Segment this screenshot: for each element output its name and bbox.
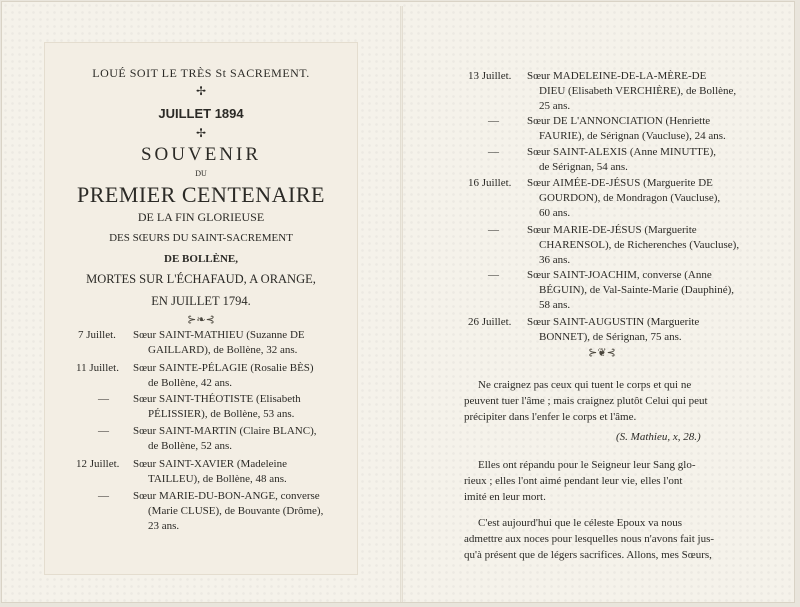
entry-date: 12 Juillet. <box>76 458 120 470</box>
en-juillet-line: EN JUILLET 1794. <box>151 294 251 308</box>
entry-line: Sœur DE L'ANNONCIATION (Henriette <box>527 115 711 127</box>
entry-line: DIEU (Elisabeth VERCHIÈRE), de Bollène, <box>539 85 737 97</box>
center-fold <box>400 6 403 602</box>
memorial-card <box>2 2 794 602</box>
entry-date: — <box>98 490 109 502</box>
entry-line: BÉGUIN), de Val-Sainte-Marie (Dauphiné), <box>539 284 734 296</box>
entry-date: 26 Juillet. <box>468 316 512 328</box>
entry-line: de Sérignan, 54 ans. <box>539 161 628 173</box>
citation: (S. Mathieu, x, 28.) <box>616 431 701 443</box>
entry-line: Sœur SAINTE-PÉLAGIE (Rosalie BÈS) <box>133 362 314 374</box>
paragraph-line: peuvent tuer l'âme ; mais craignez plutôt Celui qui peut <box>464 395 708 407</box>
entry-date: 13 Juillet. <box>468 70 512 82</box>
entry-date: — <box>98 393 109 405</box>
entry-date: — <box>98 425 109 437</box>
entry-line: Sœur MADELEINE-DE-LA-MÈRE-DE <box>527 70 707 82</box>
entry-line: 36 ans. <box>539 254 571 266</box>
entry-line: Sœur AIMÉE-DE-JÉSUS (Marguerite DE <box>527 177 713 189</box>
entry-line: 25 ans. <box>539 100 571 112</box>
paragraph-line: précipiter dans l'enfer le corps et l'âme. <box>464 411 637 423</box>
entry-line: Sœur MARIE-DE-JÉSUS (Marguerite <box>527 224 697 236</box>
centenaire-heading: PREMIER CENTENAIRE <box>77 182 325 207</box>
entry-line: Sœur SAINT-THÉOTISTE (Elisabeth <box>133 393 301 405</box>
entry-line: GOURDON), de Mondragon (Vaucluse), <box>539 192 721 204</box>
entry-line: Sœur SAINT-AUGUSTIN (Marguerite <box>527 316 700 328</box>
fin-glorieuse: DE LA FIN GLORIEUSE <box>137 210 265 224</box>
date-line: JUILLET 1894 <box>158 106 244 121</box>
fleuron-ornament: ⊱❧⊰ <box>187 314 215 326</box>
entry-line: Sœur SAINT-MARTIN (Claire BLANC), <box>133 425 317 437</box>
paragraph-line: imité en leur mort. <box>464 491 546 503</box>
fleuron-ornament: ⊱❦⊰ <box>588 347 616 359</box>
entry-line: FAURIE), de Sérignan (Vaucluse), 24 ans. <box>539 130 726 142</box>
soeurs-line: DES SŒURS DU SAINT-SACREMENT <box>109 232 293 244</box>
entry-line: 58 ans. <box>539 299 571 311</box>
header-line: LOUÉ SOIT LE TRÈS St SACREMENT. <box>92 66 310 80</box>
entry-line: TAILLEU), de Bollène, 48 ans. <box>148 473 287 485</box>
du-label: DU <box>195 169 207 178</box>
paragraph-line: Elles ont répandu pour le Seigneur leur Sang glo- <box>478 459 696 471</box>
entry-line: Sœur SAINT-MATHIEU (Suzanne DE <box>133 329 305 341</box>
entry-line: de Bollène, 52 ans. <box>148 440 233 452</box>
entry-line: Sœur SAINT-XAVIER (Madeleine <box>133 458 287 470</box>
entry-line: GAILLARD), de Bollène, 32 ans. <box>148 344 298 356</box>
paragraph-line: admettre aux noces pour lesquelles nous n'avons fait jus- <box>464 533 715 545</box>
entry-line: de Bollène, 42 ans. <box>148 377 233 389</box>
entry-line: Sœur SAINT-ALEXIS (Anne MINUTTE), <box>527 146 717 158</box>
paragraph-line: qu'à présent que de légers sacrifices. Allons, mes Sœurs, <box>464 549 712 561</box>
entry-line: 60 ans. <box>539 207 571 219</box>
entry-date: 7 Juillet. <box>78 329 116 341</box>
mortes-line: MORTES SUR L'ÉCHAFAUD, A ORANGE, <box>86 272 316 286</box>
entry-date: — <box>488 224 499 236</box>
entry-line: Sœur MARIE-DU-BON-ANGE, converse <box>133 490 320 502</box>
entry-line: (Marie CLUSE), de Bouvante (Drôme), <box>148 505 324 517</box>
entry-line: 23 ans. <box>148 520 180 532</box>
entry-line: CHARENSOL), de Richerenches (Vaucluse), <box>539 239 740 251</box>
entry-date: — <box>488 146 499 158</box>
paragraph-line: C'est aujourd'hui que le céleste Epoux va nous <box>478 517 683 529</box>
paragraph-line: Ne craignez pas ceux qui tuent le corps et qui ne <box>478 379 692 391</box>
entry-date: 16 Juillet. <box>468 177 512 189</box>
entry-line: BONNET), de Sérignan, 75 ans. <box>539 331 682 343</box>
entry-line: PÉLISSIER), de Bollène, 53 ans. <box>148 408 295 420</box>
ornament-cross: ✢ <box>195 126 207 140</box>
bollene-line: DE BOLLÈNE, <box>164 253 238 265</box>
paragraph-line: rieux ; elles l'ont aimé pendant leur vie, elles l'ont <box>464 475 683 487</box>
souvenir-heading: SOUVENIR <box>140 144 262 165</box>
entry-line: Sœur SAINT-JOACHIM, converse (Anne <box>527 269 712 281</box>
entry-date: — <box>488 269 499 281</box>
entry-date: — <box>488 115 499 127</box>
entry-date: 11 Juillet. <box>76 362 119 374</box>
ornament-cross: ✢ <box>195 84 207 98</box>
